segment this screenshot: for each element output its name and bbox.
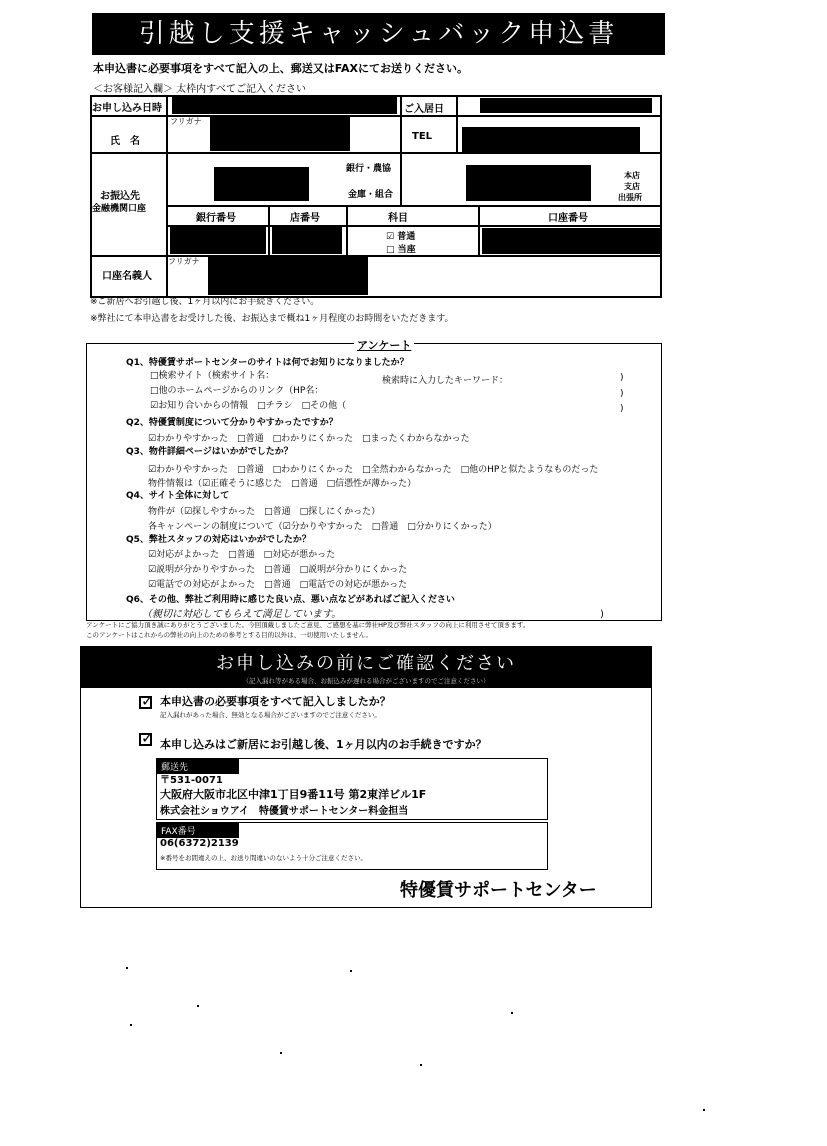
item1-checkbox[interactable] xyxy=(139,692,152,711)
confirm-item-1-note: 記入漏れがあった場合、無効となる場合がございますのでご注意ください。 xyxy=(160,711,381,719)
q5-line2: ☑説明が分かりやすかった □普通 □説明が分かりにくかった xyxy=(148,565,408,575)
q1-line3: ☑お知り合いからの情報 □チラシ □その他（ xyxy=(150,401,347,411)
redacted-account-number xyxy=(482,228,660,254)
branch-code-label: 店番号 xyxy=(290,213,320,224)
mail-label: 郵送先 xyxy=(157,759,239,774)
instruction-text: 本申込書に必要事項をすべて記入の上、郵送又はFAXにてお送りください。 xyxy=(93,62,469,75)
redacted-branch-code xyxy=(272,227,342,254)
page-title: 引越し支援キャッシュバック申込書 xyxy=(92,13,665,55)
q4-question: Q4、サイト全体に対して xyxy=(126,491,230,501)
q5-question: Q5、弊社スタッフの対応はいかがでしたか？ xyxy=(126,535,311,545)
scan-speck xyxy=(703,1109,705,1111)
redacted-holder xyxy=(208,257,368,295)
survey-footer-1: アンケートにご協力頂き誠にありがとうございました。今回頂戴しましたご意見、ご感想を基に弊社HP及び弊社スタッフの向上に利用させて頂きます。 xyxy=(86,621,530,629)
q1-line1: □検索サイト（検索サイト名： xyxy=(150,371,275,381)
scan-speck xyxy=(197,1005,199,1007)
holder-furigana-label: フリガナ xyxy=(168,257,200,266)
customer-section-label: ＜お客様記入欄＞ 太枠内すべてご記入ください xyxy=(93,84,306,95)
fax-note: ※番号をお間違えの上、お送り間違いのないよう十分ご注意ください。 xyxy=(160,854,367,862)
fax-label: FAX番号 xyxy=(157,823,239,838)
q1-question: Q1、特優賃サポートセンターのサイトは何でお知りになりましたか？ xyxy=(126,358,409,368)
branch-type-1: 本店 xyxy=(624,171,640,180)
account-type-current: □ 当座 xyxy=(386,245,416,255)
mail-address: 大阪府大阪市北区中津1丁目9番11号 第2東洋ビル1F xyxy=(160,788,427,801)
bank-label-line1: お振込先 xyxy=(100,191,140,202)
redacted-bank-name xyxy=(214,167,309,201)
bank-type-2: 金庫・組合 xyxy=(348,190,394,200)
move-in-date-label: ご入居日 xyxy=(404,104,444,115)
company-name: 株式会社ショウアイ 特優賃サポートセンター料金担当 xyxy=(160,806,409,817)
scan-speck xyxy=(280,1052,282,1054)
tel-label: TEL xyxy=(412,131,433,142)
postal-code: 〒531-0071 xyxy=(160,775,223,786)
account-number-label: 口座番号 xyxy=(548,213,588,224)
bank-label-line2: 金融機関口座 xyxy=(92,204,147,214)
account-type-ordinary: ☑ 普通 xyxy=(386,232,416,242)
name-label: 氏 名 xyxy=(110,136,140,147)
branch-type-2: 支店 xyxy=(624,182,640,191)
confirm-item-2: 本申し込みはご新居にお引越し後、1ヶ月以内のお手続きですか？ xyxy=(160,738,487,751)
redacted-name xyxy=(210,117,350,151)
q6-handwritten-answer: （親切に対応してもらえて満足しています。 xyxy=(142,609,342,620)
q6-question: Q6、その他、弊社ご利用時に感じた良い点、悪い点などがあればご記入ください xyxy=(126,595,455,605)
brand-name: 特優賃サポートセンター xyxy=(400,880,597,901)
scan-speck xyxy=(126,967,128,969)
scan-speck xyxy=(420,1064,422,1066)
branch-type-3: 出張所 xyxy=(618,193,642,202)
application-form xyxy=(90,95,662,298)
q4-line2: 各キャンペーンの制度について（☑分かりやすかった □普通 □分かりにくかった） xyxy=(148,522,497,532)
scan-speck xyxy=(511,1012,513,1014)
note-2: ※弊社にて本申込書をお受けした後、お振込まで概ね1ヶ月程度のお時間をいただきます。 xyxy=(90,314,454,324)
confirm-subheader: （記入漏れ等がある場合、お振込みが遅れる場合がございますのでご注意ください） xyxy=(242,677,490,685)
bank-code-label: 銀行番号 xyxy=(196,213,236,224)
q3-info: 物件情報は（☑正確そうに感じた □普通 □信憑性が薄かった） xyxy=(148,479,417,489)
account-type-label: 科目 xyxy=(388,213,408,224)
redacted-application-date xyxy=(172,97,397,114)
furigana-label: フリガナ xyxy=(170,117,202,126)
bank-type-1: 銀行・農協 xyxy=(346,164,392,174)
q1-line2: □他のホームページからのリンク（HP名： xyxy=(150,386,324,396)
item2-checkbox[interactable] xyxy=(139,729,152,748)
survey-footer-2: このアンケートはこれからの弊社の向上のための参考とする目的以外は、一切使用いたしません。 xyxy=(86,631,372,639)
q4-line1: 物件が（☑探しやすかった □普通 □探しにくかった） xyxy=(148,507,381,517)
scan-speck xyxy=(130,1024,132,1026)
q1-keyword: 検索時に入力したキーワード： xyxy=(382,376,509,386)
survey-title: アンケート xyxy=(354,337,414,353)
confirm-header: お申し込みの前にご確認ください xyxy=(216,653,516,674)
q5-line1: ☑対応がよかった □普通 □対応が悪かった xyxy=(148,550,336,560)
redacted-bank-code xyxy=(170,227,266,254)
application-date-label: お申し込み日時 xyxy=(92,103,162,114)
scan-speck xyxy=(350,970,352,972)
q5-line3: ☑電話での対応がよかった □普通 □電話での対応が悪かった xyxy=(148,580,408,590)
confirm-item-1: 本申込書の必要事項をすべて記入しましたか？ xyxy=(160,695,391,708)
redacted-branch-name xyxy=(466,165,591,201)
q3-question: Q3、物件詳細ページはいかがでしたか？ xyxy=(126,447,293,457)
note-1: ※ご新居へお引越し後、1ヶ月以内にお手続きください。 xyxy=(90,297,320,307)
q3-answer: ☑わかりやすかった □普通 □わかりにくかった □全然わからなかった □他のHPと似たようなものだった xyxy=(148,465,599,475)
redacted-tel xyxy=(462,127,640,152)
q2-question: Q2、特優賃制度について分かりやすかったですか？ xyxy=(126,418,338,428)
redacted-move-in-date xyxy=(480,98,652,113)
fax-number: 06(6372)2139 xyxy=(160,838,239,849)
q2-answer: ☑わかりやすかった □普通 □わかりにくかった □まったくわからなかった xyxy=(148,434,470,444)
holder-label: 口座名義人 xyxy=(102,271,152,282)
